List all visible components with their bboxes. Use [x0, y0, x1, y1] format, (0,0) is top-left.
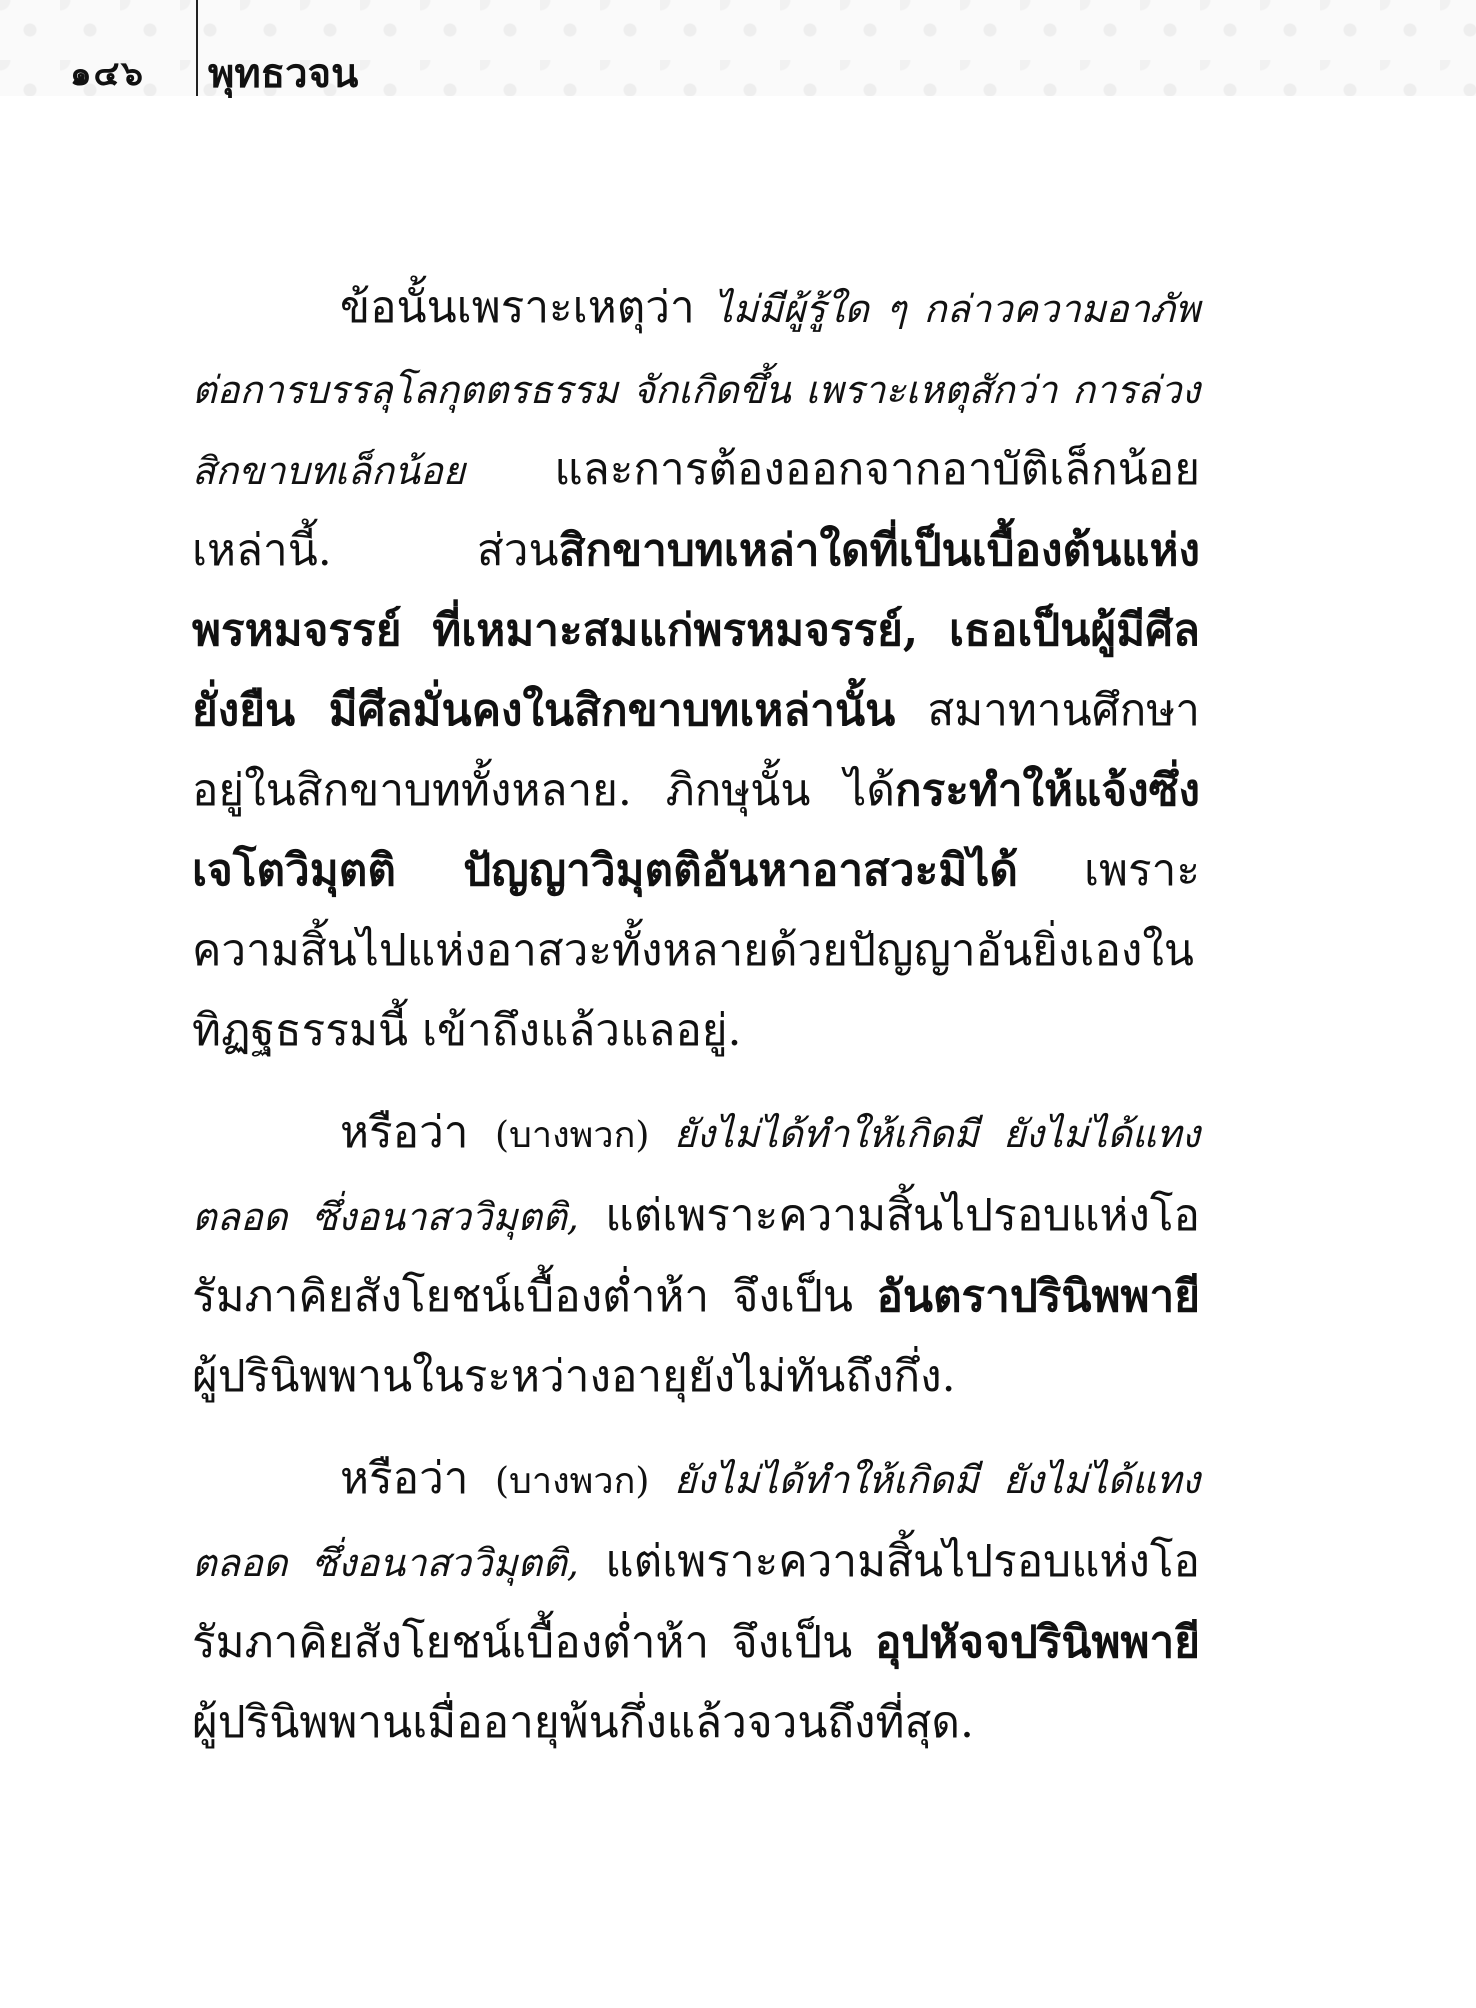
running-title: พุทธวจน [208, 50, 359, 97]
text-segment: แต่เพราะความสิ้นไปรอบแห่งโอรัมภาคิยสังโยชน์เบื้องต่ำห้า จึงเป็น [192, 1190, 1200, 1322]
text-segment: สมาทานศึกษาอยู่ในสิกขาบททั้งหลาย. ภิกษุนั้น ได้ [192, 685, 1200, 816]
page-number: ๑๔๖ [70, 54, 145, 94]
paragraph-2 [192, 1093, 1200, 1417]
parenthetical-segment: (บางพวก) [494, 1461, 650, 1502]
parenthetical-segment: (บางพวก) [494, 1115, 650, 1156]
italic-segment: ยังไม่ได้ทำให้เกิดมี ยังไม่ได้แทงตลอด ซึ่งอนาสววิมุตติ, [192, 1112, 1200, 1239]
page-body [192, 268, 1200, 1785]
text-segment: หรือว่า [340, 1453, 495, 1504]
text-segment: เพราะความสิ้นไปแห่งอาสวะทั้งหลายด้วยปัญญาอันยิ่งเองในทิฏฐธรรมนี้ เข้าถึงแล้วแลอยู่. [192, 845, 1200, 1056]
bold-segment: กระทำให้แจ้งซึ่งเจโตวิมุตติ ปัญญาวิมุตติอันหาอาสวะมิได้ [192, 765, 1200, 896]
text-segment: หรือว่า [340, 1107, 495, 1158]
header-divider [196, 0, 198, 96]
bold-segment: อันตราปรินิพพายี [876, 1271, 1200, 1322]
bold-segment: สิกขาบทเหล่าใดที่เป็นเบื้องต้นแห่งพรหมจรรย์ ที่เหมาะสมแก่พรหมจรรย์, เธอเป็นผู้มีศีลยั่งยืน มีศีลมั่นคงในสิกขาบทเหล่านั้น [192, 525, 1200, 736]
paragraph-3 [192, 1439, 1200, 1763]
text-segment: แต่เพราะความสิ้นไปรอบแห่งโอรัมภาคิยสังโยชน์เบื้องต่ำห้า จึงเป็น [192, 1536, 1200, 1668]
paragraph-1 [192, 268, 1200, 1071]
text-segment: ข้อนั้นเพราะเหตุว่า [340, 282, 714, 333]
text-segment: และการต้องออกจากอาบัติเล็กน้อยเหล่านี้. ส่วน [192, 444, 1200, 576]
bold-segment: อุปหัจจปรินิพพายี [874, 1617, 1200, 1668]
italic-segment: ไม่มีผู้รู้ใด ๆ กล่าวความอาภัพต่อการบรรลุโลกุตตรธรรม จักเกิดขึ้น เพราะเหตุสักว่า การล่วงสิกขาบทเล็กน้อย [192, 287, 1200, 493]
italic-segment: ยังไม่ได้ทำให้เกิดมี ยังไม่ได้แทงตลอด ซึ่งอนาสววิมุตติ, [192, 1458, 1200, 1585]
text-segment: ผู้ปรินิพพานเมื่ออายุพ้นกึ่งแล้วจวนถึงที่สุด. [192, 1697, 974, 1748]
text-segment: ผู้ปรินิพพานในระหว่างอายุยังไม่ทันถึงกึ่ง. [192, 1351, 956, 1402]
